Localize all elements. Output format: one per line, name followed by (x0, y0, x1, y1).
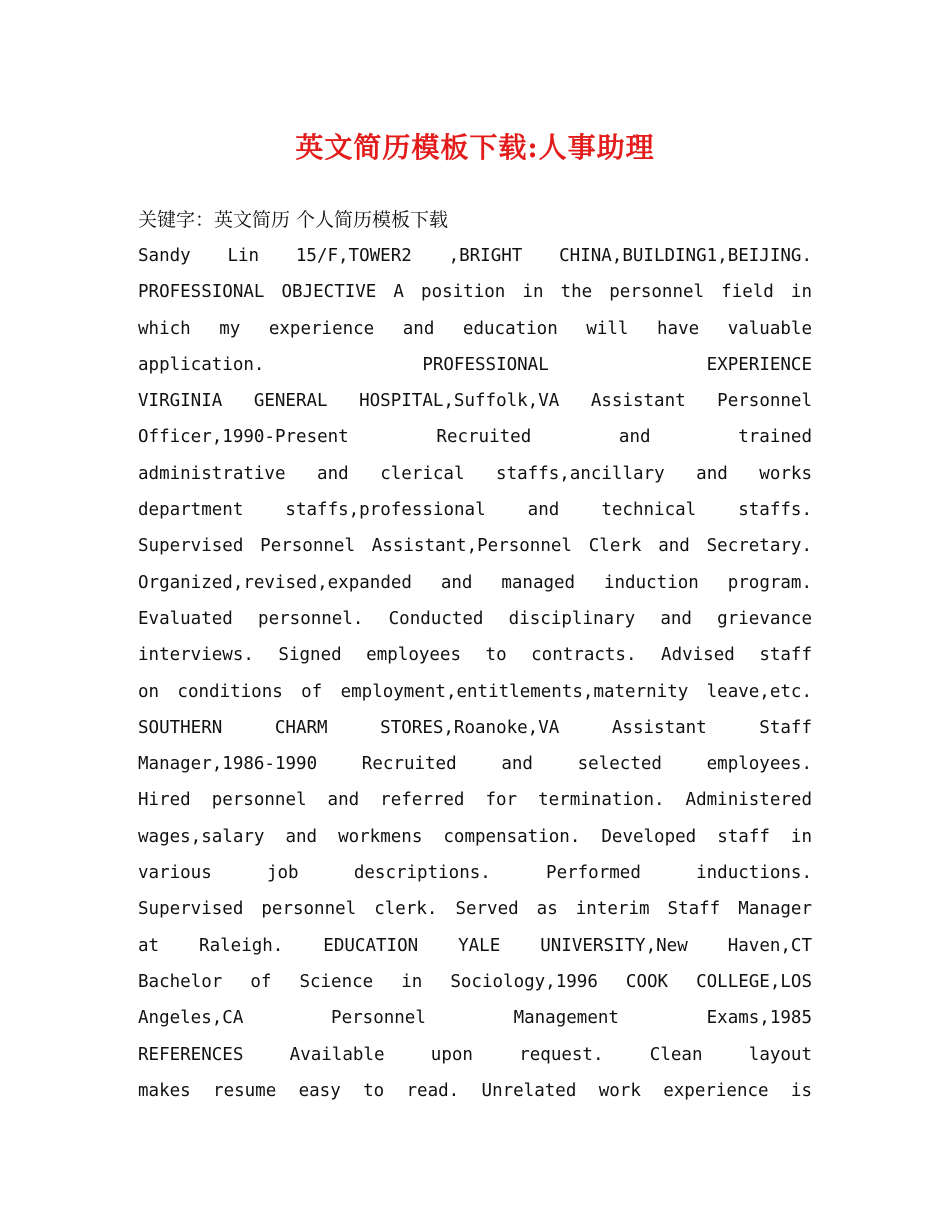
text-line: interviews. Signed employees to contracts. Advised staff (138, 645, 812, 666)
text-line: which my experience and education will have valuable (138, 318, 812, 339)
text-line: Angeles,CA Personnel Management Exams,1985 (138, 1008, 812, 1029)
text-line: Bachelor of Science in Sociology,1996 COOK COLLEGE,LOS (138, 971, 812, 992)
text-line: department staffs,professional and technical staffs. (138, 500, 812, 521)
text-line: Evaluated personnel. Conducted disciplinary and grievance (138, 608, 812, 629)
text-line: Organized,revised,expanded and managed induction program. (138, 572, 812, 593)
document-title: 英文简历模板下载:人事助理 (295, 131, 655, 164)
text-line: wages,salary and workmens compensation. Developed staff in (138, 826, 812, 847)
text-line: Sandy Lin 15/F,TOWER2 ,BRIGHT CHINA,BUILDING1,BEIJING. (138, 246, 812, 266)
text-line: Manager,1986-1990 Recruited and selected employees. (138, 754, 812, 775)
keywords-line: 关键字：英文简历 个人简历模板下载 (138, 209, 449, 231)
text-line: Hired personnel and referred for termination. Administered (138, 790, 812, 811)
text-line: VIRGINIA GENERAL HOSPITAL,Suffolk,VA Assistant Personnel (138, 391, 812, 412)
text-line: Officer,1990-Present Recruited and trained (138, 427, 812, 448)
text-line: REFERENCES Available upon request. Clean layout (138, 1044, 812, 1065)
text-line: various job descriptions. Performed inductions. (138, 863, 812, 884)
resume-body (138, 238, 812, 1109)
text-line: application. PROFESSIONAL EXPERIENCE (138, 354, 812, 375)
text-line: administrative and clerical staffs,ancillary and works (138, 463, 812, 484)
text-line: at Raleigh. EDUCATION YALE UNIVERSITY,New Haven,CT (138, 935, 812, 956)
text-line: makes resume easy to read. Unrelated work experience is (138, 1080, 812, 1101)
text-line: Supervised personnel clerk. Served as interim Staff Manager (138, 899, 812, 920)
text-line: PROFESSIONAL OBJECTIVE A position in the personnel field in (138, 282, 812, 303)
text-line: Supervised Personnel Assistant,Personnel Clerk and Secretary. (138, 536, 812, 557)
text-line: SOUTHERN CHARM STORES,Roanoke,VA Assistant Staff (138, 717, 812, 738)
text-line: on conditions of employment,entitlements,maternity leave,etc. (138, 681, 812, 702)
